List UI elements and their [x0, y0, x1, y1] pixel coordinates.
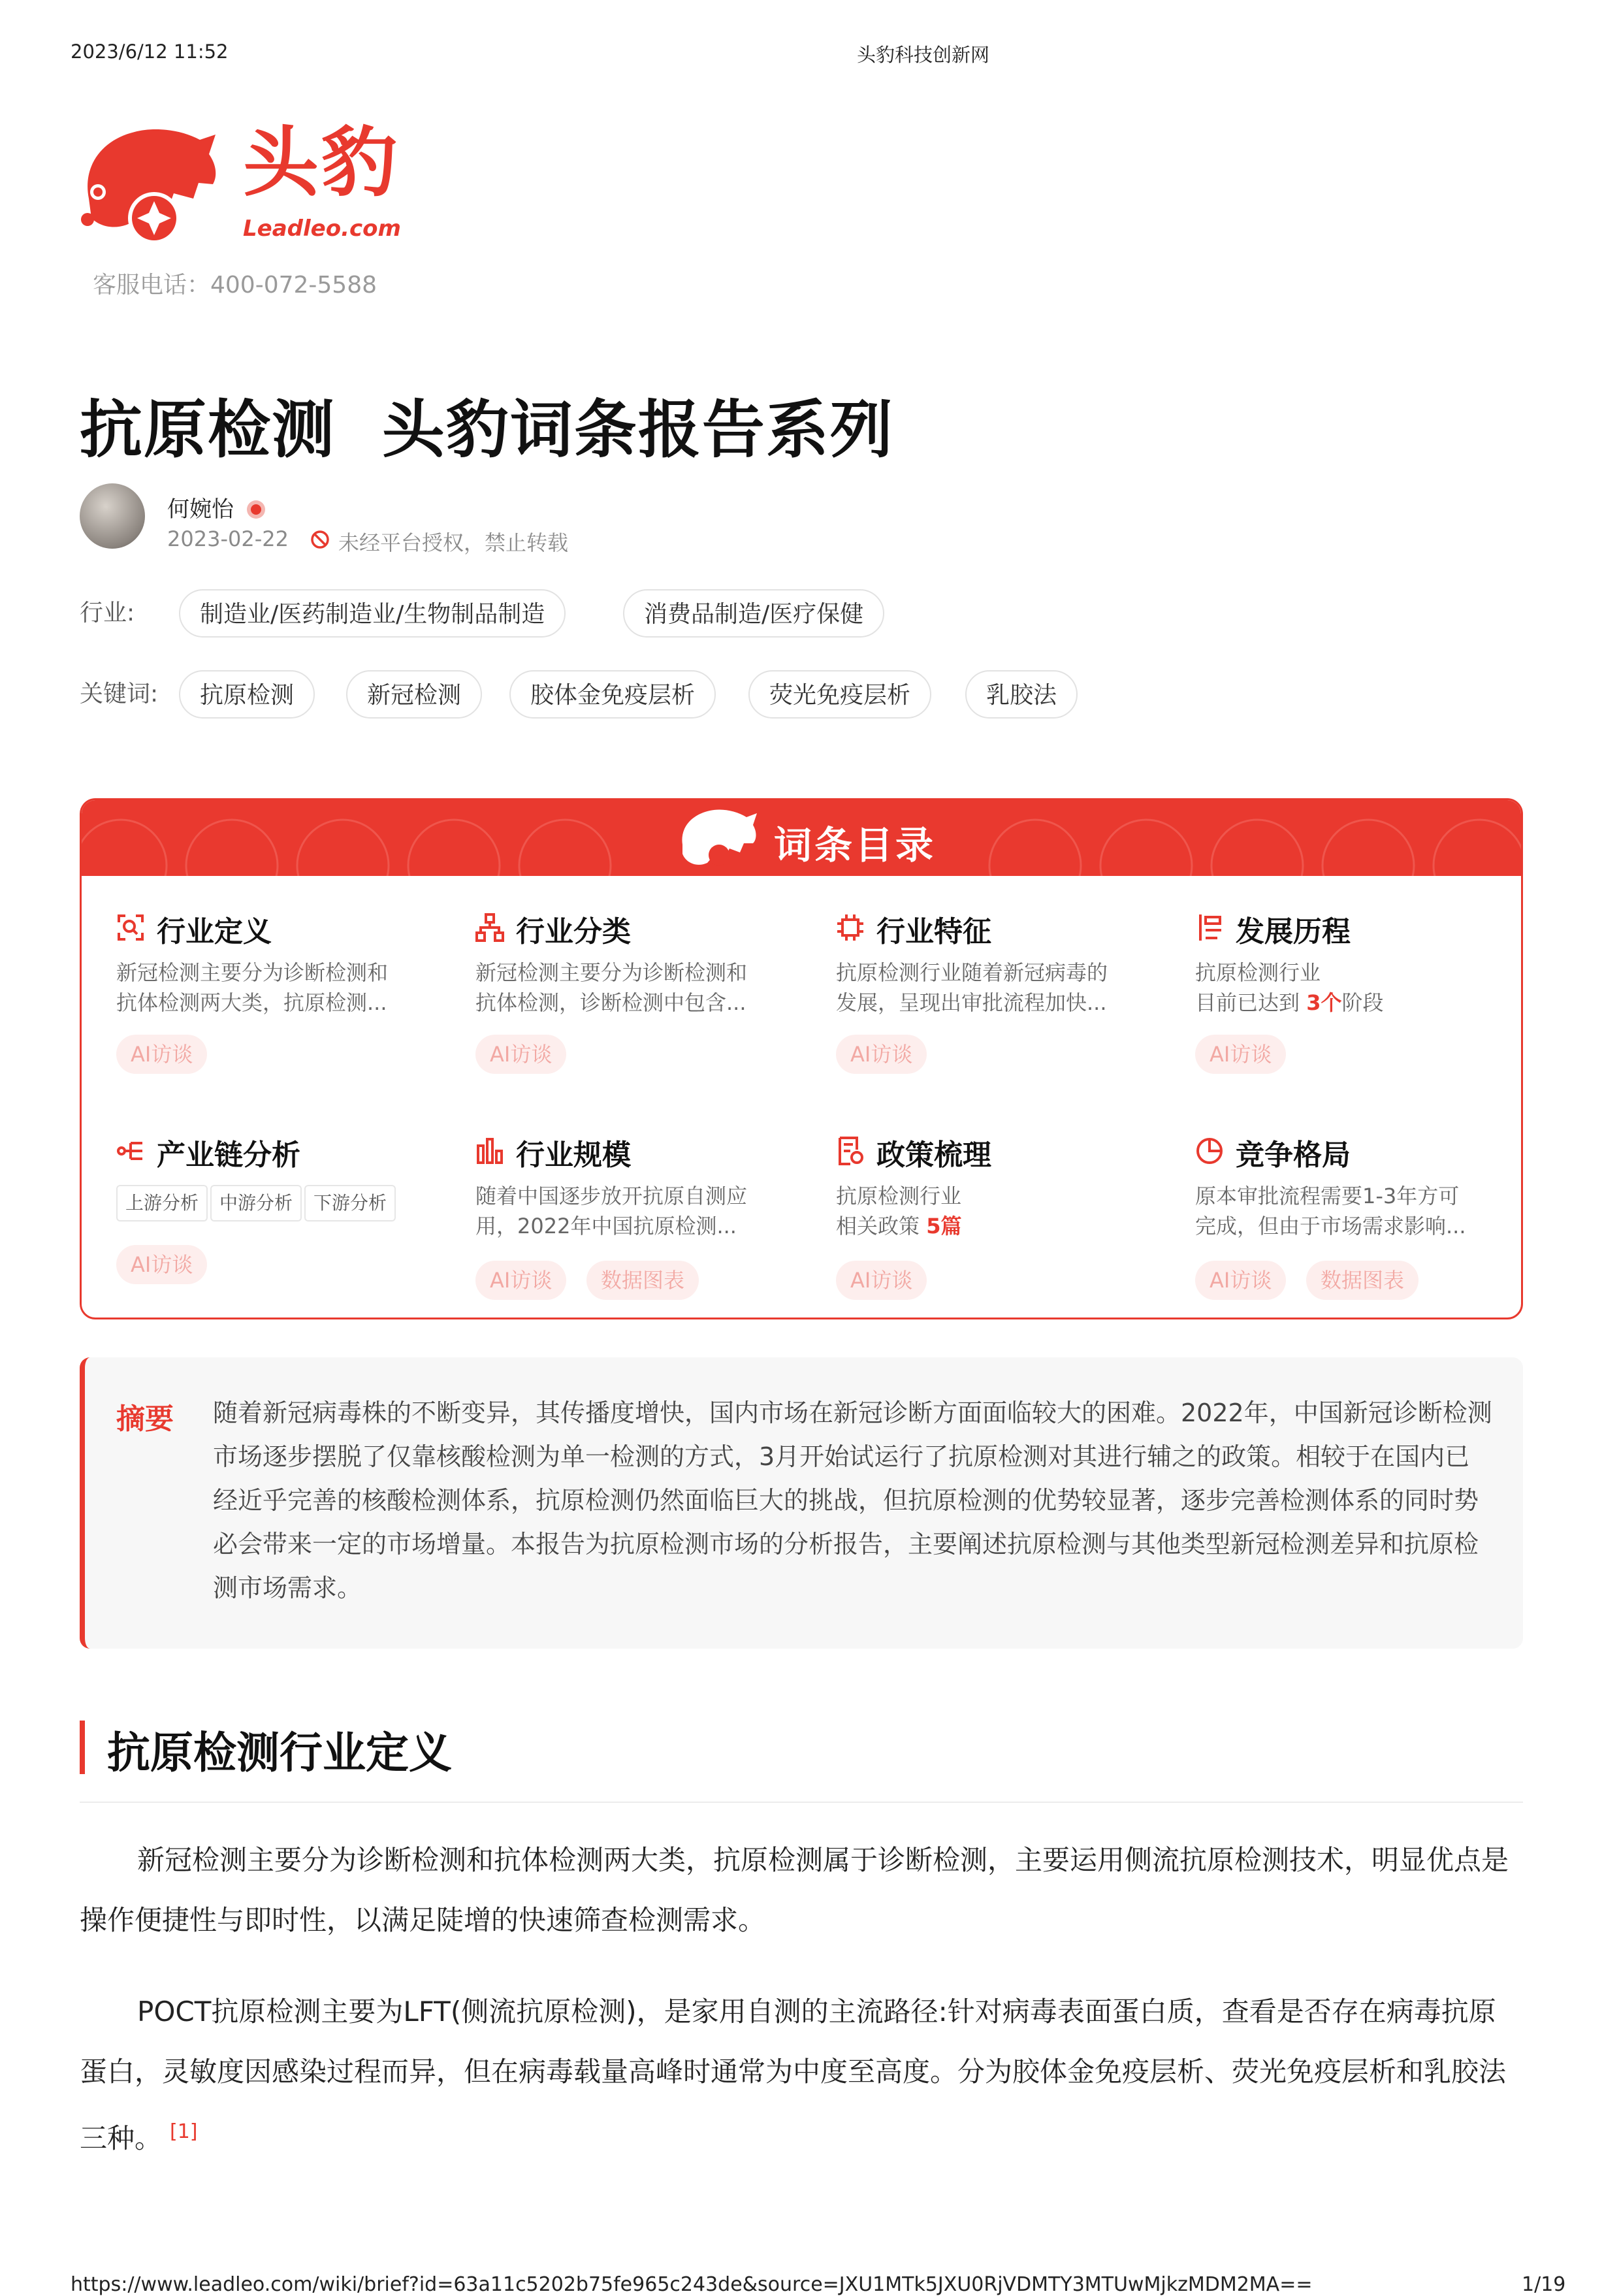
ai-interview-button[interactable]: AI访谈 [116, 1245, 207, 1284]
data-chart-button[interactable]: 数据图表 [586, 1261, 699, 1300]
bar-chart-icon [475, 1137, 504, 1165]
ai-interview-button[interactable]: AI访谈 [116, 1035, 207, 1074]
author-name: 何婉怡 [167, 491, 267, 523]
toc-item-policy[interactable]: 政策梳理 [876, 1139, 991, 1172]
toc-item-features[interactable]: 行业特征 [876, 915, 991, 948]
toc-item-desc: 抗原检测行业随着新冠病毒的 发展，呈现出审批流程加快... [836, 960, 1108, 1015]
midstream-analysis-link[interactable]: 中游分析 [210, 1185, 302, 1221]
toc-header [82, 800, 1521, 876]
chip-feature-icon [836, 913, 865, 942]
ai-interview-button[interactable]: AI访谈 [1195, 1035, 1286, 1074]
page-title: 抗原检测 头豹词条报告系列 [80, 393, 894, 466]
industry-label: 行业: [80, 600, 135, 626]
toc-item-desc: 抗原检测行业 相关政策 5篇 [836, 1184, 962, 1238]
avatar [80, 483, 145, 549]
toc-item-desc: 原本审批流程需要1-3年方可 完成，但由于市场需求影响... [1195, 1184, 1466, 1238]
service-phone: 客服电话：400-072-5588 [93, 272, 377, 299]
chain-icon [116, 1137, 145, 1165]
toc-item-industry-chain[interactable]: 产业链分析 [157, 1139, 300, 1172]
policy-document-icon [836, 1137, 865, 1165]
industry-tag[interactable]: 消费品制造/医疗保健 [623, 589, 884, 638]
ai-interview-button[interactable]: AI访谈 [1195, 1261, 1286, 1300]
no-repost-icon [310, 529, 330, 550]
keyword-tag[interactable]: 新冠检测 [346, 670, 482, 719]
page-number: 1/19 [1522, 2273, 1566, 2296]
section-accent-bar [80, 1721, 85, 1774]
downstream-analysis-link[interactable]: 下游分析 [304, 1185, 396, 1221]
toc-card [80, 798, 1523, 1319]
abstract-label: 摘要 [116, 1402, 174, 1436]
copyright-notice: 未经平台授权，禁止转载 [338, 530, 569, 555]
toc-item-desc: 新冠检测主要分为诊断检测和 抗体检测，诊断检测中包含... [475, 960, 748, 1015]
ai-interview-button[interactable]: AI访谈 [475, 1261, 566, 1300]
keyword-tag[interactable]: 抗原检测 [179, 670, 315, 719]
timeline-icon [1195, 913, 1224, 942]
toc-item-classification[interactable]: 行业分类 [516, 915, 631, 948]
abstract-text: 随着新冠病毒株的不断变异，其传播度增快，国内市场在新冠诊断方面面临较大的困难。2022年，中国新冠诊断检测市场逐步摆脱了仅靠核酸检测为单一检测的方式，3月开始试运行了抗原检测对其进行辅之的政策。相较于在国内已经近乎完善的核酸检测体系，抗原检测仍然面临巨大的挑战，但抗原检测的优势较显著，逐步完善检测体系的同时势必会带来一定的市场增量。本报告为抗原检测市场的分析报告，主要阐述抗原检测与其他类型新冠检测差异和抗原检测市场需求。 [213, 1399, 1492, 1602]
data-chart-button[interactable]: 数据图表 [1306, 1261, 1419, 1300]
industry-tag[interactable]: 制造业/医药制造业/生物制品制造 [179, 589, 566, 638]
pie-chart-icon [1195, 1137, 1224, 1165]
toc-title: 词条目录 [774, 823, 937, 867]
toc-item-market-size[interactable]: 行业规模 [516, 1139, 631, 1172]
citation-link[interactable]: [1] [170, 2120, 198, 2143]
print-datetime: 2023/6/12 11:52 [71, 40, 229, 63]
section-title: 抗原检测行业定义 [107, 1728, 452, 1778]
section-paragraph: POCT抗原检测主要为LFT(侧流抗原检测)，是家用自测的主流路径:针对病毒表面蛋白质，查看是否存在病毒抗原蛋白，灵敏度因感染过程而异，但在病毒载量高峰时通常为中度至高度。分为胶体金免疫层析、荧光免疫层析和乳胶法三种。 [1] [80, 1996, 1507, 2154]
keyword-tag[interactable]: 胶体金免疫层析 [509, 670, 716, 719]
search-definition-icon [116, 913, 145, 942]
keyword-tag[interactable]: 荧光免疫层析 [748, 670, 931, 719]
hierarchy-icon [475, 913, 504, 942]
toc-leopard-icon [676, 805, 761, 871]
toc-item-definition[interactable]: 行业定义 [157, 915, 272, 948]
toc-item-competition[interactable]: 竞争格局 [1236, 1139, 1351, 1172]
ai-interview-button[interactable]: AI访谈 [836, 1261, 927, 1300]
publish-date: 2023-02-22 [167, 526, 289, 551]
toc-item-desc: 新冠检测主要分为诊断检测和 抗体检测两大类，抗原检测... [116, 960, 389, 1015]
ai-interview-button[interactable]: AI访谈 [475, 1035, 566, 1074]
print-site-title: 头豹科技创新网 [857, 44, 990, 66]
logo-wordmark: 头豹 [243, 119, 400, 207]
toc-item-desc: 随着中国逐步放开抗原自测应 用，2022年中国抗原检测... [475, 1184, 748, 1238]
toc-item-desc: 抗原检测行业 目前已达到 3个阶段 [1195, 960, 1384, 1015]
leopard-logo-icon [76, 120, 222, 248]
verified-badge-icon [245, 498, 267, 521]
keywords-label: 关键词: [80, 681, 159, 707]
toc-item-history[interactable]: 发展历程 [1236, 915, 1351, 948]
ai-interview-button[interactable]: AI访谈 [836, 1035, 927, 1074]
section-divider [80, 1802, 1523, 1803]
keyword-tag[interactable]: 乳胶法 [965, 670, 1078, 719]
upstream-analysis-link[interactable]: 上游分析 [116, 1185, 208, 1221]
footer-url: https://www.leadleo.com/wiki/brief?id=63a11c5202b75fe965c243de&source=JXU1MTk5JXU0RjVDMTY3MTUwMjkzMDM2MA== [71, 2273, 1313, 2296]
section-paragraph: 新冠检测主要分为诊断检测和抗体检测两大类，抗原检测属于诊断检测，主要运用侧流抗原检测技术，明显优点是操作便捷性与即时性，以满足陡增的快速筛查检测需求。 [80, 1844, 1509, 1936]
logo-url: Leadleo.com [243, 216, 401, 242]
